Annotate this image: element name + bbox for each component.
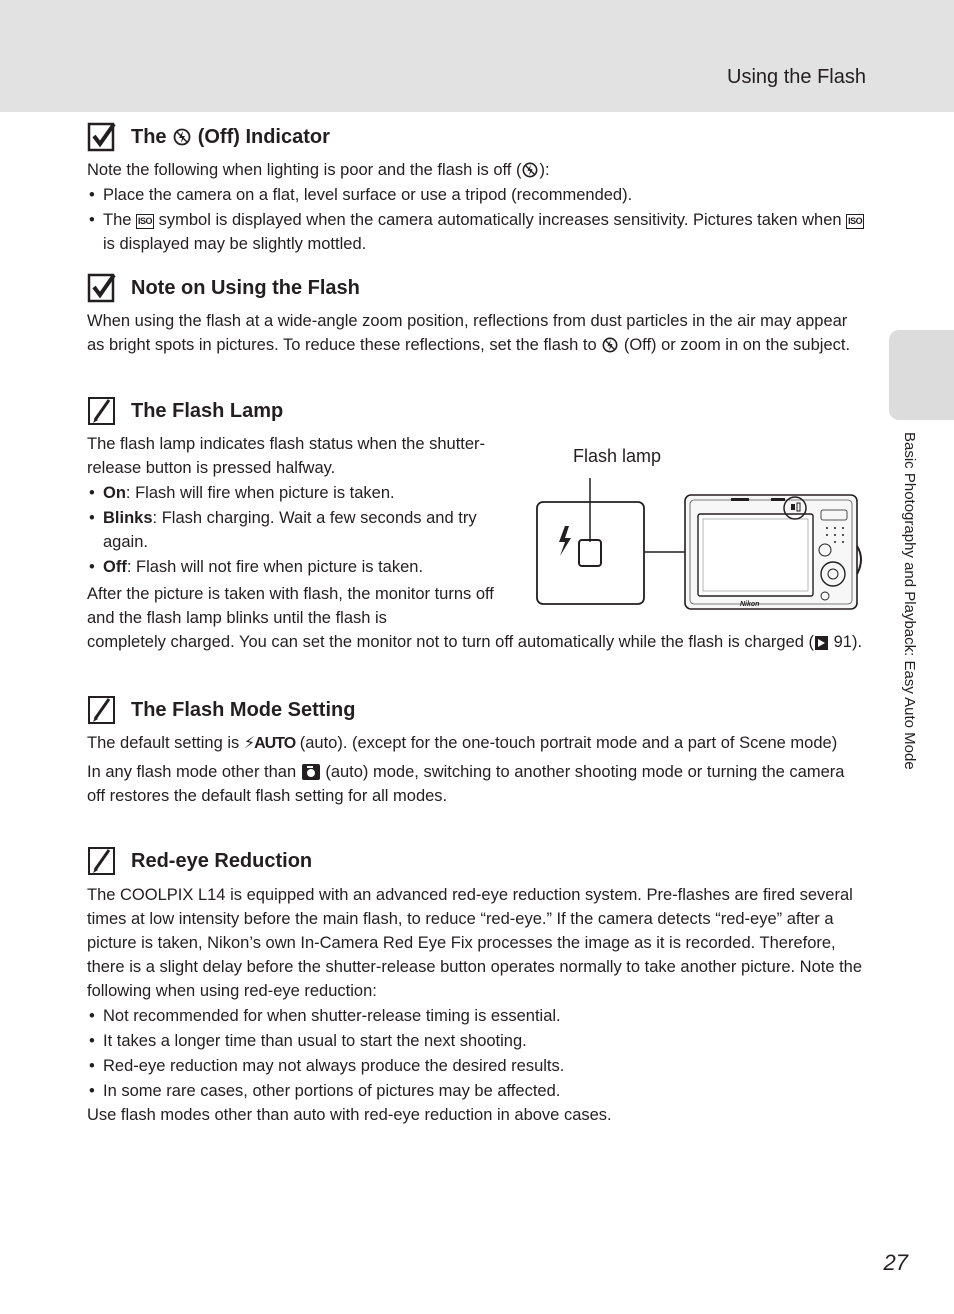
body-text: completely charged. You can set the monitor not to turn off automatically while the flash is charged ( 91). — [87, 633, 863, 651]
list-item: • In some rare cases, other portions of pictures may be affected. — [87, 1079, 865, 1103]
flash-off-icon — [602, 337, 618, 353]
iso-symbol-icon: ISO — [136, 214, 154, 229]
side-tab — [889, 330, 954, 420]
body-text: The COOLPIX L14 is equipped with an advanced red-eye reduction system. Pre-flashes are fired several times at low intensity before the main flash, to reduce “red-eye.” If the camera detects “red-eye” after a picture is taken, Nikon’s own In-Camera Red Eye Fix processes the image as it is recorded. Therefore, there is a slight delay before the shutter-release button operates normally to take another picture. Note the following when using red-eye reduction: — [87, 886, 863, 1000]
iso-symbol-icon: ISO — [846, 214, 864, 229]
section-title: The (Off) Indicator — [131, 126, 330, 148]
check-caution-icon — [87, 273, 117, 303]
header-band — [0, 0, 954, 112]
list-item: • The ISO symbol is displayed when the camera automatically increases sensitivity. Pictures taken when ISO is displayed may be slightly mottled. — [87, 208, 865, 256]
intro-text: The flash lamp indicates flash status when the shutter-release button is pressed halfway. — [87, 435, 486, 477]
pencil-note-icon — [87, 846, 117, 876]
pencil-note-icon — [87, 695, 117, 725]
list-item: • It takes a longer time than usual to start the next shooting. — [87, 1029, 865, 1053]
section-off-indicator — [87, 122, 865, 256]
camera-brand: Nikon — [740, 601, 760, 608]
section-title: Red-eye Reduction — [131, 850, 313, 872]
section-title: The Flash Lamp — [131, 400, 284, 422]
page-number: 27 — [883, 1250, 908, 1275]
diagram-label: Flash lamp — [573, 446, 662, 466]
pencil-note-icon — [87, 396, 117, 426]
body-text: The default setting is ⚡AUTO (auto). (except for the one-touch portrait mode and a part of Scene mode) — [87, 734, 838, 752]
camera-icon — [302, 764, 320, 780]
body-text: Use flash modes other than auto with red-eye reduction in above cases. — [87, 1106, 612, 1124]
page-header-title: Using the Flash — [727, 66, 866, 88]
section-red-eye — [87, 846, 865, 1127]
check-caution-icon — [87, 122, 117, 152]
side-chapter-label: Basic Photography and Playback: Easy Auto Mode — [901, 432, 918, 770]
list-item: • Place the camera on a flat, level surface or use a tripod (recommended). — [87, 183, 865, 207]
flash-auto-icon: ⚡AUTO — [243, 735, 296, 752]
list-item: • On: Flash will fire when picture is taken. — [87, 481, 517, 505]
list-item: • Off: Flash will not fire when picture is taken. — [87, 555, 517, 579]
flash-lamp-diagram — [535, 444, 865, 610]
list-item: • Red-eye reduction may not always produce the desired results. — [87, 1054, 865, 1078]
body-text: When using the flash at a wide-angle zoom position, reflections from dust particles in the air may appear as bright spots in pictures. To reduce these reflections, set the flash to (Off) or zoom in on the subject. — [87, 312, 851, 354]
section-note-flash — [87, 273, 865, 357]
body-text: After the picture is taken with flash, the monitor turns off and the flash lamp blinks until the flash is — [87, 585, 494, 627]
flash-off-icon — [522, 162, 538, 178]
intro-text: Note the following when lighting is poor and the flash is off ( ): — [87, 161, 550, 179]
section-title: The Flash Mode Setting — [131, 699, 356, 721]
list-item: • Blinks: Flash charging. Wait a few seconds and try again. — [87, 506, 517, 554]
section-title: Note on Using the Flash — [131, 277, 360, 299]
section-flash-mode — [87, 695, 865, 808]
camera-illustration — [535, 444, 865, 610]
flash-off-icon — [173, 128, 191, 146]
list-item: • Not recommended for when shutter-release timing is essential. — [87, 1004, 865, 1028]
reference-mark-icon — [815, 636, 828, 650]
body-text: In any flash mode other than (auto) mode, switching to another shooting mode or turning the camera off restores the default flash setting for all modes. — [87, 763, 845, 805]
